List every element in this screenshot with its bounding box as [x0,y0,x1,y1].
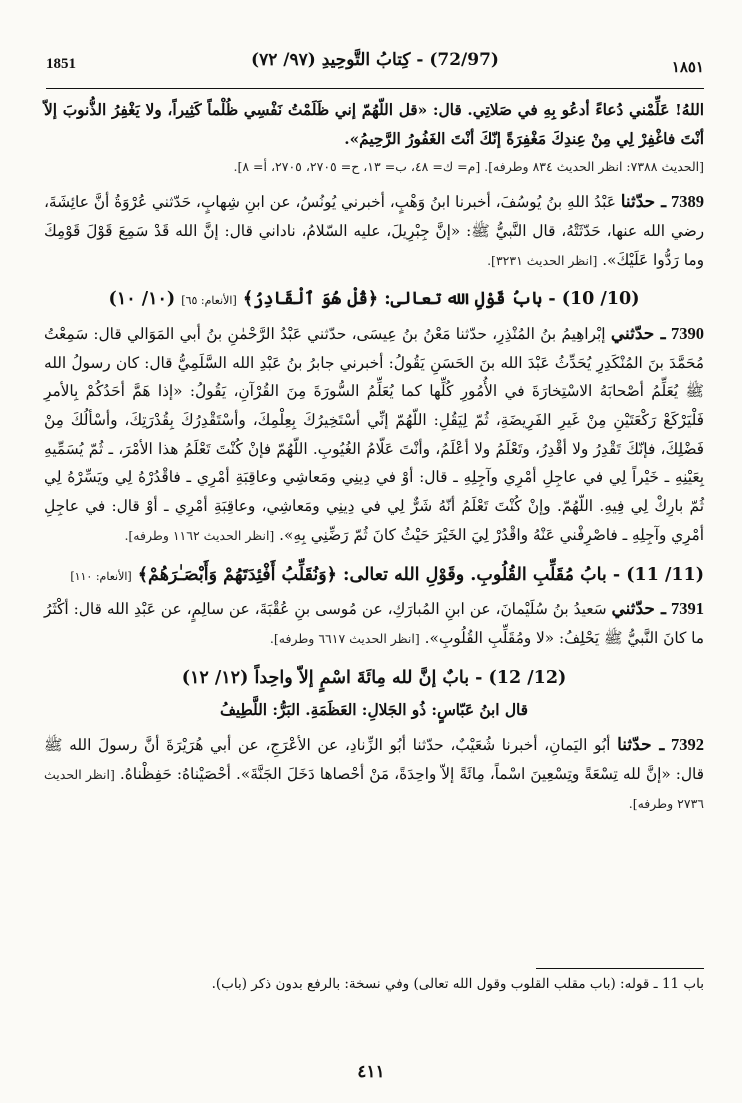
chapter-heading-12: (12/ 12) - بابٌ إنَّ لله مِائَةَ اسْمٍ إلاّ واحِداً (١٢/ ١٢) [181,667,567,688]
page-number-footer: ٤١١ [357,1062,385,1082]
hadith-number: 7392 [671,735,704,755]
chapter-heading-10 [44,285,704,316]
chapter-end: (١٠/ ١٠) [108,289,176,310]
running-title: (72/97) - كِتابُ التَّوحِيدِ (٩٧/ ٧٢) [251,50,499,70]
hadith-note: [انظر الحديث ٣٢٣١]. [487,252,598,268]
hadith-number: 7391 [671,599,704,619]
header-rule [46,88,704,89]
hadith-text: عَبْدُ اللهِ بنُ يُوسُفَ، أخبرنا ابنُ وَهْبٍ، أخبرني يُونُسُ، عن ابنِ شِهابٍ، حَدّثني عُرْوَةُ أنَّ عائِشَةَ، رضي الله عنها، حَدّثَتْهُ، قال النَّبيُّ ﷺ: «إنَّ جِبْرِيلَ، عليه السّلامُ، ناداني قال: إنَّ الله قَدْ سَمِعَ قَوْلَ قَوْمِكَ وما رَدُّوا عَلَيْكَ». [44,193,704,269]
hadith-7392 [44,731,704,819]
footnote-rule [536,968,704,969]
verse-ref: [الأنعام: ١١٠] [70,569,132,583]
footnote: باب 11 ـ قوله: (باب مقلب القلوب وقول الله تعالى) وفي نسخة: بالرفع بدون ذكر (باب). [211,976,704,992]
hadith-lead: ـ حدّثنا [617,735,665,756]
hadith-lead: ـ حدّثني [610,323,666,344]
intro-paragraph: اللهُ! عَلِّمْني دُعاءً أدعُو بِهِ في صَلاتِي. قال: «قل اللّهُمّ إني ظَلَمْتُ نَفْسِي ظُلْماً كَثِيراً، ولا يَغْفِرُ الذُّنوبَ إلاّ أنْتَ فاغْفِرْ لِي مِنْ عِندِكَ مَغْفِرَةً إنّكَ أنْتَ الغَفُورُ الرَّحِيمُ». [44,101,704,148]
verse-ref: [الأنعام: ٦٥] [181,294,237,308]
hadith-text: إبْراهِيمُ بنُ المُنْذِرِ، حدّثنا مَعْنُ بنُ عِيسَى، حدّثني عَبْدُ الرَّحْمٰنِ بنُ أبي المَوَالي قال: سَمِعْتُ مُحَمَّدَ بنَ المُنْكَدِرِ يُحَدِّثُ عَبْدَ الله بنَ الحَسَنِ يَقُولُ: أخبرني جابرُ بنُ عَبْدِ الله السَّلَمِيُّ قال: كان رسولُ الله ﷺ يُعَلِّمُ أصْحابَهُ الاسْتِخارَةَ في الأُمُورِ كُلِّها كما يُعَلِّمُ السُّورَةَ مِنَ القُرْآنِ، يَقُولُ: «إذا هَمَّ أحَدُكُمْ بِالأمرِ فَلْيَرْكَعْ رَكْعَتَيْنِ مِنْ غَيرِ الفَرِيضَةِ، ثُمّ لِيَقُلِ: اللّهُمّ إنِّي أسْتَخِيرُكَ بِعِلْمِكَ، وأسْتَقْدِرُكَ بِقُدْرَتِكَ، وأسْألُكَ مِنْ فَضْلِكَ، فإنّكَ تَقْدِرُ ولا أقْدِرُ، وتَعْلَمُ ولا أعْلَمُ، وأنْتَ عَلّامُ الغُيُوبِ. اللّهُمّ فإنْ كُنْتَ تَعْلَمُ هذا الأمْرَ، ـ ثُمّ يُسَمِّيهِ بِعَيْنِهِ ـ خَيْراً لِي في عاجِلِ أمْرِي وآجِلِهِ ـ قال: أوْ في دِينِي ومَعاشِي وعاقِبَةِ أمْرِي ـ فاقْدُرْهُ لِي ويَسِّرْهُ لِي ثُمّ بارِكْ لِي فِيهِ. اللّهُمّ. وإنْ كُنْتَ تَعْلَمُ أنّهُ شَرٌّ لِي في دِينِي ومَعاشِي، وعاقِبَةِ أمْرِي ـ أوْ قال: في عاجِلِ أمْرِي وآجِلِهِ ـ فاصْرِفْني عَنْهُ واقْدُرْ لِيَ الخَيْرَ حَيْثُ كانَ ثُمّ رَضِّنِي بِهِ». [44,324,704,544]
chapter-subtitle: قال ابنُ عَبّاسٍ: ذُو الجَلالِ: العَظَمَةِ. البَرُّ: اللَّطِيفُ [220,701,528,720]
hadith-text: سَعيدُ بنُ سُلَيْمانَ، عن ابنِ المُبارَكِ، عن مُوسى بنِ عُقْبَةَ، عن سالِمٍ، عن عَبْدِ الله قال: أكْثَرُ ما كانَ النَّبيُّ ﷺ يَحْلِفُ: «لا ومُقَلِّبِ القُلُوبِ». [44,600,704,647]
hadith-number: 7390 [671,323,704,343]
hadith-note: [انظر الحديث ١١٦٢ وطرفه]. [124,527,275,543]
chapter-lead: (10/ 10) - بابُ قَوْلِ الله تعالى: [384,289,640,310]
main-text [44,96,704,825]
chapter-lead: (11/ 11) - بابُ مُقَلِّبِ القُلُوبِ. وقَوْلِ الله تعالى: [343,564,704,585]
hadith-lead: ـ حدّثني [611,599,666,620]
hadith-7390 [44,320,704,551]
chapter-verse: ﴿قُلْ هُوَ ٱلْقَادِرُ﴾ [242,289,379,310]
page-number-latin: 1851 [46,56,76,72]
page-header [46,46,704,82]
page-number-arabic: ١٨٥١ [671,58,704,76]
hadith-7389 [44,188,704,275]
chapter-heading-11 [44,561,704,592]
intro-note: [الحديث ٧٣٨٨: انظر الحديث ٨٣٤ وطرفه]. [م= ك= ٤٨، ب= ١٣، ح= ٢٧٠٥، ٢٧٠٥، أ= ٨]. [233,159,704,175]
chapter-verse: ﴿وَنُقَلِّبُ أَفْئِدَتَهُمْ وَأَبْصَـٰرَهُمْ﴾ [137,564,337,585]
hadith-7391 [44,595,704,653]
hadith-note: [انظر الحديث ٢٧٣٦ وطرفه]. [44,766,704,812]
hadith-text: أبُو اليَمانِ، أخبرنا شُعَيْبٌ، حدّثنا أبُو الزِّنادِ، عن الأعْرَجِ، عن أبي هُرَيْرَةَ أنَّ رسولَ الله ﷺ قال: «إنَّ لله تِسْعَةً وتِسْعِينَ اسْماً، مِائَةً إلاّ واحِدَةً، مَنْ أحْصاها دَخَلَ الجَنَّةَ». أحْصَيْناهُ: حَفِظْناهُ. [44,736,704,783]
hadith-note: [انظر الحديث ٦٦١٧ وطرفه]. [269,630,420,646]
hadith-number: 7389 [671,192,704,212]
hadith-lead: ـ حدّثنا [620,192,667,213]
